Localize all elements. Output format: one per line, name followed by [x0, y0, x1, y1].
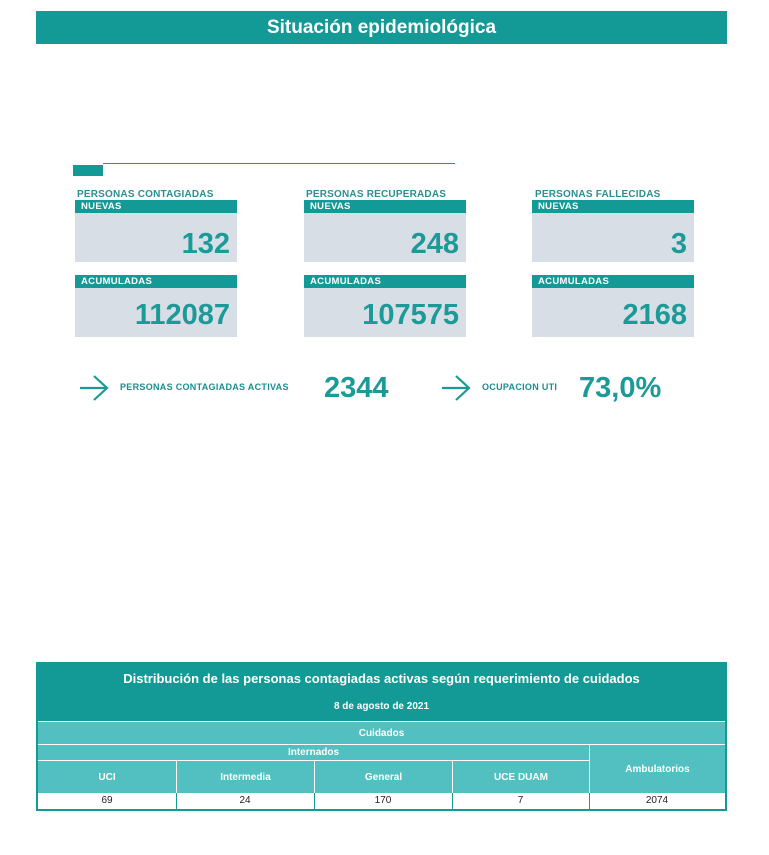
- card-title-fallecidas: PERSONAS FALLECIDAS: [535, 189, 661, 200]
- kpi-label-activas: PERSONAS CONTAGIADAS ACTIVAS: [120, 382, 289, 392]
- page-title: Situación epidemiológica: [36, 11, 727, 44]
- column-general: General: [314, 760, 452, 793]
- card-new-value: 248: [304, 213, 466, 262]
- card-acc-label: ACUMULADAS: [304, 275, 466, 288]
- table-header: [38, 664, 725, 721]
- value-intermedia: 24: [239, 795, 251, 806]
- card-title-contagiadas: PERSONAS CONTAGIADAS: [77, 189, 214, 200]
- card-new-label: NUEVAS: [532, 200, 694, 213]
- arrow-right-icon: [78, 374, 110, 402]
- card-new-value: 3: [532, 213, 694, 262]
- table-date: 8 de agosto de 2021: [333, 701, 430, 712]
- arrow-right-icon: [440, 374, 472, 402]
- card-new-label: NUEVAS: [75, 200, 237, 213]
- column-uci: UCI: [38, 760, 176, 793]
- kpi-value-activas: 2344: [324, 372, 389, 404]
- card-acc-label: ACUMULADAS: [75, 275, 237, 288]
- card-new-value: 132: [75, 213, 237, 262]
- card-acc-value: 112087: [75, 288, 237, 337]
- card-new-label: NUEVAS: [304, 200, 466, 213]
- card-title-recuperadas: PERSONAS RECUPERADAS: [306, 189, 447, 200]
- internados-header: Internados: [38, 744, 589, 760]
- column-intermedia: Intermedia: [176, 760, 314, 793]
- value-uce-duam: 7: [517, 795, 524, 806]
- section-marker: [73, 165, 103, 176]
- column-uce-duam: UCE DUAM: [452, 760, 589, 793]
- kpi-label-uti: OCUPACION UTI: [482, 382, 558, 392]
- ambulatorios-header: Ambulatorios: [589, 744, 725, 793]
- value-general: 170: [374, 795, 392, 806]
- section-divider: [103, 163, 455, 164]
- cuidados-header: Cuidados: [38, 721, 725, 744]
- value-uci: 69: [101, 795, 113, 806]
- care-distribution-table: [36, 662, 727, 811]
- value-ambulatorios: 2074: [645, 795, 669, 806]
- card-acc-label: ACUMULADAS: [532, 275, 694, 288]
- card-acc-value: 2168: [532, 288, 694, 337]
- table-title: Distribución de las personas contagiadas activas según requerimiento de cuidados: [123, 671, 640, 686]
- card-acc-value: 107575: [304, 288, 466, 337]
- kpi-value-uti: 73,0%: [579, 372, 662, 404]
